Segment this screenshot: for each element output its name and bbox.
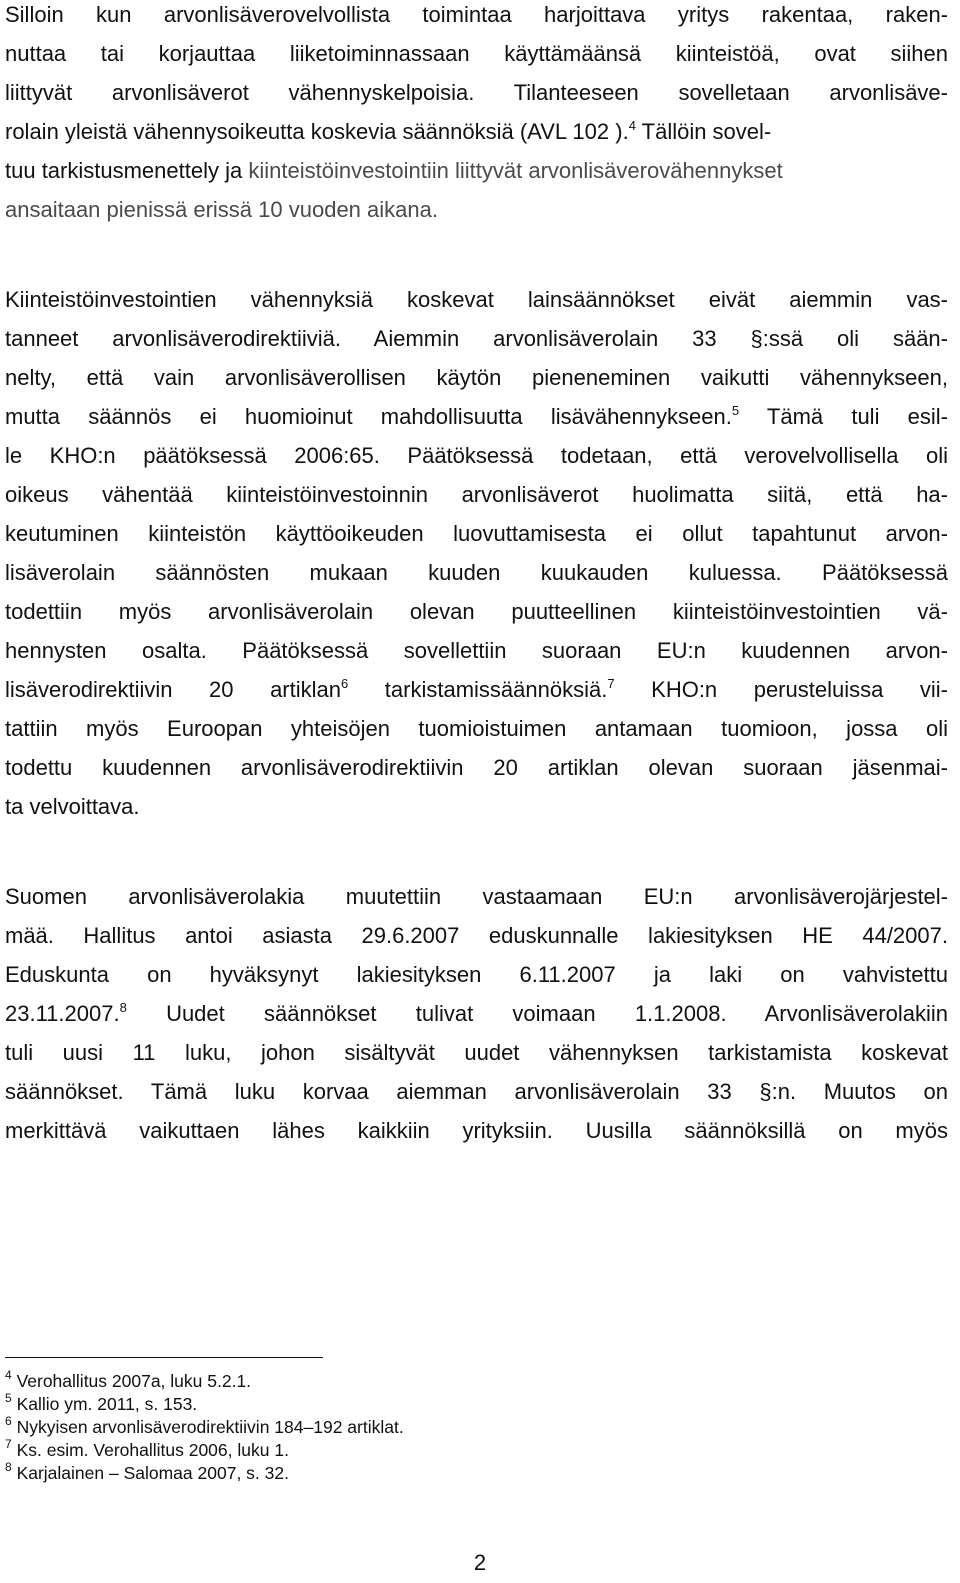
text-span: Uudet säännökset tulivat voimaan 1.1.2008. Arvonlisäverolakiin [166,1001,948,1026]
footnote [5,1370,905,1392]
text-line [5,677,948,703]
footnote-ref: 8 [119,1001,127,1015]
text-line [5,404,948,430]
footnote-number: 4 [5,1368,12,1382]
text-span: tanneet arvonlisäverodirektiiviä. Aiemmin arvonlisäverolain 33 [5,326,717,351]
text-span: Tällöin sovel- [641,119,772,144]
footnote-number: 5 [5,1391,12,1405]
text-line: oikeus vähentää kiinteistöinvestoinnin arvonlisäverot huolimatta siitä, että ha- [5,482,948,507]
text-line: todettiin myös arvonlisäverolain olevan puutteellinen kiinteistöinvestointien vä- [5,599,948,624]
text-span: KHO:n perusteluissa vii- [651,677,948,702]
text-line: todettu kuudennen arvonlisäverodirektiivin 20 artiklan olevan suoraan jäsenmai- [5,755,948,780]
footnote-ref: 7 [607,677,615,691]
footnote [5,1416,905,1438]
text-span: :ssä oli sään- [762,326,948,351]
text-span: :n. Muutos on [771,1079,948,1104]
footnote-ref: 4 [628,119,636,133]
text-span: kiinteistöinvestointiin liittyvät arvonlisäverovähennykset [248,158,783,183]
page-number: 2 [473,1550,487,1575]
footnote-number: 8 [5,1460,12,1474]
text-span: 23.11.2007. [5,1001,120,1026]
text-line: lisäverolain säännösten mukaan kuuden kuukauden kuluessa. Päätöksessä [5,560,948,585]
text-line: Suomen arvonlisäverolakia muutettiin vastaamaan EU:n arvonlisäverojärjestel- [5,884,948,909]
section-sign: § [759,1079,772,1104]
text-line: Kiinteistöinvestointien vähennyksiä koskevat lainsäännökset eivät aiemmin vas- [5,287,948,312]
text-line [5,1001,948,1027]
footnote [5,1462,905,1484]
footnote-text: Nykyisen arvonlisäverodirektiivin 184–192 artiklat. [16,1417,404,1437]
text-line: keutuminen kiinteistön käyttöoikeuden luovuttamisesta ei ollut tapahtunut arvon- [5,521,948,546]
footnote [5,1393,905,1415]
footnote-ref: 6 [341,677,349,691]
text-line: tattiin myös Euroopan yhteisöjen tuomioistuimen antamaan tuomioon, jossa oli [5,716,948,741]
text-span: Tämä tuli esil- [766,404,948,429]
text-line: liittyvät arvonlisäverot vähennyskelpoisia. Tilanteeseen sovelletaan arvonlisäve- [5,80,948,105]
text-span: lisäverodirektiivin 20 artiklan [5,677,341,702]
text-line: tuli uusi 11 luku, johon sisältyvät uudet vähennyksen tarkistamista koskevat [5,1040,948,1065]
text-span: tuu tarkistusmenettely ja [5,158,243,183]
footnote [5,1439,905,1461]
text-line: merkittävä vaikuttaen lähes kaikkiin yrityksiin. Uusilla säännöksillä on myös [5,1118,948,1143]
text-line: nuttaa tai korjauttaa liiketoiminnassaan käyttämäänsä kiinteistöä, ovat siihen [5,41,948,66]
text-line [5,1079,948,1105]
text-line: mää. Hallitus antoi asiasta 29.6.2007 eduskunnalle lakiesityksen HE 44/2007. [5,923,948,948]
footnote-ref: 5 [731,404,740,418]
footnote-separator [5,1357,323,1358]
footnote-text: Karjalainen – Salomaa 2007, s. 32. [16,1463,289,1483]
text-line: Silloin kun arvonlisäverovelvollista toimintaa harjoittava yritys rakentaa, raken- [5,2,948,27]
text-line: nelty, että vain arvonlisäverollisen käytön pieneneminen vaikutti vähennykseen, [5,365,948,390]
text-line: ta velvoittava. [5,794,140,819]
footnote-number: 7 [5,1437,12,1451]
footnote-text: Verohallitus 2007a, luku 5.2.1. [16,1371,252,1391]
footnote-text: Kallio ym. 2011, s. 153. [16,1394,198,1414]
text-line: hennysten osalta. Päätöksessä sovellettiin suoraan EU:n kuudennen arvon- [5,638,948,663]
text-line: Eduskunta on hyväksynyt lakiesityksen 6.11.2007 ja laki on vahvistettu [5,962,948,987]
text-line [5,158,948,184]
text-line [5,119,948,145]
text-line [5,326,948,352]
text-span: mutta säännös ei huomioinut mahdollisuutta lisävähennykseen. [5,404,732,429]
footnote-number: 6 [5,1414,12,1428]
footnote-text: Ks. esim. Verohallitus 2006, luku 1. [16,1440,289,1460]
section-sign: § [750,326,763,351]
text-span: tarkistamissäännöksiä. [384,677,608,702]
text-span: säännökset. Tämä luku korvaa aiemman arvonlisäverolain 33 [5,1079,732,1104]
text-line: le KHO:n päätöksessä 2006:65. Päätöksessä todetaan, että verovelvollisella oli [5,443,948,468]
text-line: ansaitaan pienissä erissä 10 vuoden aikana. [5,197,438,222]
text-span: rolain yleistä vähennysoikeutta koskevia säännöksiä (AVL 102 ). [5,119,629,144]
